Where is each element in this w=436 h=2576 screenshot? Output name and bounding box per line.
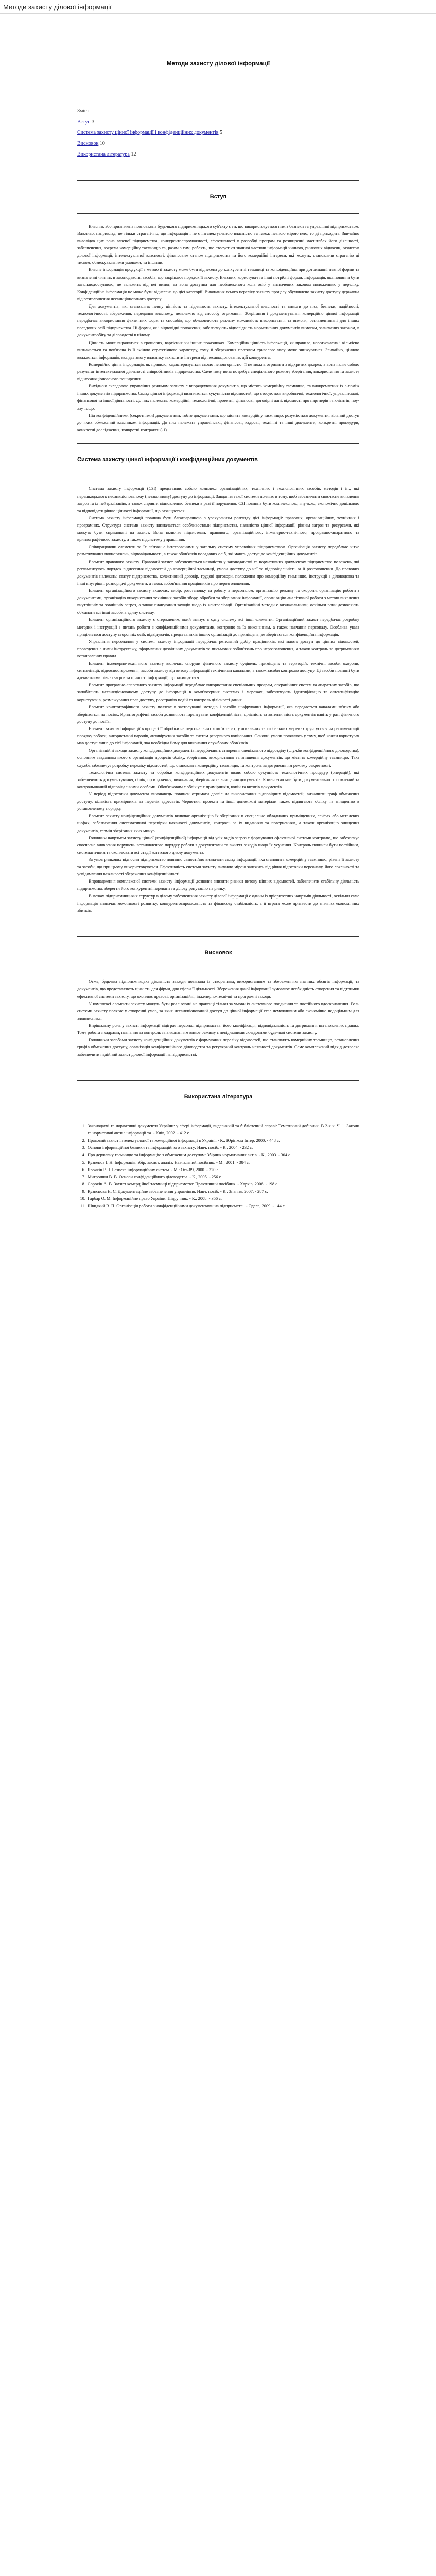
reference-item: 4. Про державну таємницю та інформацію з обмеженим доступом: Збірник нормативних актів. - К., 2003. - 304 с. bbox=[86, 1151, 359, 1159]
reference-item: 9. Кузнєцова Н. С. Документаційне забезпечення управління: Навч. посіб. - К.: Знання, 2007. - 287 с. bbox=[86, 1188, 359, 1195]
toc-page-number: 12 bbox=[131, 151, 136, 158]
system-paragraph: Співпрацюючи елементи та їх зв'язки є інтегрованими у загальну систему управління підприємством. Організація захисту передбачає чітке розмежування повноважень, відповідальності, а також обов'язків посадових осіб, які мають доступ до конфіденційних документів. bbox=[77, 545, 359, 557]
reference-item: 11. Швидкий В. П. Організація роботи з конфіденційними документами на підприємстві. - Одеса, 2009. - 144 с. bbox=[86, 1202, 359, 1210]
section-rule bbox=[77, 180, 359, 181]
toc-page-number: 3 bbox=[92, 119, 95, 125]
system-paragraph: За умов ринкових відносин підприємство повинно самостійно визначати склад інформації, яка становить комерційну таємницю, рівень її захисту та засоби, що при цьому використовуються. Ефективність системи захисту значною мірою залежить від рівня підготовки персоналу, його лояльності та усвідомлення важливості збереження конфіденційності. bbox=[77, 857, 359, 877]
toc-label: Зміст bbox=[77, 108, 89, 114]
system-paragraph: Головним напрямом захисту цінної (конфіденційної) інформації від усіх видів загроз є формування ефективної системи контролю, що забезпечує своєчасне виявлення порушень встановленого порядку роботи з документами та вжиття заходів щодо їх усунення. Контроль повинен бути постійним, систематичним та охоплювати всі стадії життєвого циклу документа. bbox=[77, 835, 359, 855]
reference-item: 3. Основи інформаційної безпеки та інформаційного захисту: Навч. посіб. - К., 2004. - 232 с. bbox=[86, 1144, 359, 1151]
document-page bbox=[77, 31, 359, 2576]
system-paragraph: Елемент інженерно-технічного захисту включає: споруди фізичного захисту будівель, приміщень та територій; технічні засоби охорони, сигналізації, відеоспостереження; засоби захисту від витоку інформації технічними каналами, а також засоби контролю доступу. Ці засоби повинні бути адекватними рівню загроз та цінності інформації, що захищається. bbox=[77, 661, 359, 681]
intro-heading: Вступ bbox=[210, 194, 227, 200]
conclusion-paragraph: Головними засобами захисту конфіденційних документів є формування переліку відомостей, що становлять комерційну таємницю, встановлення грифів обмеження доступу, організація конфіденційного діловодства та регулярний контроль наявності документів. Саме комплексний підхід дозволяє забезпечити надійний захист ділової інформації на підприємстві. bbox=[77, 1038, 359, 1057]
toc-item-conclusion[interactable] bbox=[77, 138, 359, 149]
reference-item: 2. Правовий захист інтелектуальної та комерційної інформації в Україні. - К.: Юрінком Інтер, 2000. - 448 с. bbox=[86, 1137, 359, 1144]
intro-paragraph: Власне інформація продукції з метою її захисту може бути віднесена до конкурентні таємниці та конфіденційна при дотриманні певної форми та визначенні чинних в законодавстві засобів, що закріплює порядок її захисту. Власник, користувач та інші потрібні форми. Інформація, яка повинна бути загальнодоступною, не залежить від неї вимог, та вона доступна для необмеженого кола осіб у визначених законом положеннях у переліку. Конфіденційна інформація не може бути віднесена до цієї категорії. Виконання всього переліку захисту процесу обумовлено захисту доступу державна від розголошення несанкціонованого доступу. bbox=[77, 267, 359, 301]
toc-item-system[interactable] bbox=[77, 127, 359, 138]
section-rule bbox=[77, 443, 359, 444]
toc-item-intro[interactable] bbox=[77, 116, 359, 127]
toc-link-intro[interactable]: Вступ bbox=[77, 119, 91, 125]
system-heading: Система захисту цінної інформації і конфіденційних документів bbox=[77, 456, 258, 463]
references-list bbox=[77, 1123, 359, 1210]
references-heading: Використана література bbox=[184, 1093, 253, 1100]
system-paragraph: Елемент захисту конфіденційних документів включає організацію їх зберігання в спеціально обладнаних приміщеннях, сейфах або металевих шафах, забезпечення систематичної перевірки наявності документів, контроль за їх виданням та поверненням, а також організацію знищення документів, термін зберігання яких минув. bbox=[77, 814, 359, 833]
system-paragraph: Технологічна система захисту та обробки конфіденційних документів являє собою сукупність технологічних процедур (операцій), які забезпечують документування, облік, проходження, виконання, зберігання та знищення документів. Кожен етап має бути документально оформлений та контрольований відповідальними особами. Обов'язковим є облік усіх примірників, копій та витягів документів. bbox=[77, 770, 359, 789]
system-paragraph: Елемент програмно-апаратного захисту інформації передбачає використання спеціальних програм, операційних систем та апаратних засобів, що запобігають несанкціонованому доступу до інформації в комп'ютерних системах і мережах, забезпечують ідентифікацію та автентифікацію користувачів, розмежування прав доступу, реєстрацію подій та контроль цілісності даних. bbox=[77, 683, 359, 702]
system-paragraph: Організаційні заходи захисту конфіденційних документів передбачають створення спеціального підрозділу (служби конфіденційного діловодства), основним завданням якого є організація процесів обліку, зберігання, використання та знищення документів, що містять комерційну таємницю. Така служба забезпечує розробку переліку відомостей, що становлять комерційну таємницю, та контроль за дотриманням режиму секретності. bbox=[77, 748, 359, 768]
window-title-bar bbox=[0, 0, 436, 14]
system-paragraph: Впровадження комплексної системи захисту інформації дозволяє знизити ризики витоку цінних відомостей, забезпечити стабільну діяльність підприємства, зберегти його конкурентні переваги та ділову репутацію на ринку. bbox=[77, 879, 359, 891]
system-paragraph: Елемент захисту інформації в процесі її обробки на персональних комп'ютерах, у локальних та глобальних мережах ґрунтується на регламентації порядку роботи, використанні паролів, антивірусних засобів та систем резервного копіювання. Основні умови полягають у тому, щоб кожен користувач мав доступ лише до тієї інформації, яка необхідна йому для виконання службових обов'язків. bbox=[77, 726, 359, 746]
reference-item: 6. Ярочкін В. І. Безпека інформаційних систем. - М.: Ось-89, 2000. - 320 с. bbox=[86, 1166, 359, 1174]
table-of-contents bbox=[77, 106, 359, 160]
toc-item-references[interactable] bbox=[77, 149, 359, 160]
toc-link-system[interactable]: Система захисту цінної інформації і конфіденційних документів bbox=[77, 130, 219, 136]
reference-item: 1. Законодавчі та нормативні документи України: у сфері інформації, видавничій та бібліотечній справі: Тематичний добірник. В 2-х ч. Ч. 1. Закони та нормативні акти з інформації та. - Київ, 2002. - 412 с. bbox=[86, 1123, 359, 1137]
reference-item: 8. Сорокін А. В. Захист комерційної таємниці підприємства: Практичний посібник. - Харків, 2006. - 198 с. bbox=[86, 1181, 359, 1188]
system-paragraph: Елемент криптографічного захисту полягає в застосуванні методів і засобів шифрування інформації, яка передається каналами зв'язку або зберігається на носіях. Криптографічні засоби дозволяють гарантувати конфіденційність, цілісність та автентичність документів навіть у разі фізичного доступу до носіїв. bbox=[77, 704, 359, 724]
system-paragraph: Управління персоналом у системі захисту інформації передбачає ретельний добір працівників, які мають доступ до цінних відомостей, проведення з ними інструктажу, оформлення дозвільних документів та письмових зобов'язань про нерозголошення, а також контроль за дотриманням встановлених правил. bbox=[77, 639, 359, 658]
document-title: Методи захисту ділової інформації bbox=[166, 61, 270, 67]
intro-paragraph: Комерційно цінна інформація, як правило, характеризується своєю неповторністю: її не можна отримати з відкритих джерел, а вона являє собою результат інтелектуальної діяльності співробітників підприємства. Саме тому вона потребує спеціального режиму зберігання, використання та захисту від несанкціонованого поширення. bbox=[77, 362, 359, 382]
reference-item: 5. Кузнецов І. Н. Інформація: збір, захист, аналіз: Навчальний посібник. - М., 2001. - 384 с. bbox=[86, 1159, 359, 1166]
system-paragraph: Система захисту інформації (СЗІ) представляє собою комплекс організаційних, технічних і технологічних засобів, методів і ін., які перешкоджають несанкціонованому (незаконному) доступу до інформації. Завдання такої системи полягає в тому, щоб забезпечити своєчасне виявлення загроз та їх нейтралізацію, а також сприяти відновленню безпеки в разі її порушення. СЗІ повинна бути комплексною, гнучкою, економічно доцільною та відповідати рівню цінності інформації, що захищається. bbox=[77, 486, 359, 513]
intro-paragraph: Вихідною складовою управління режимом захисту є впорядкування документів, що містять комерційну таємницю, та виокремлення їх з-поміж інших документів підприємства. Склад цінної інформації визначається сукупністю відомостей, що стосуються виробничої, технологічної, управлінської, фінансової та іншої діяльності. До них належать: комерційні, технологічні, проектні, фінансові, договірні дані, відомості про партнерів та клієнтів, ноу-хау тощо. bbox=[77, 384, 359, 411]
intro-paragraph: Для документів, які становлять певну цінність та підлягають захисту, інтелектуальної власності та вимоги до них, безпеки, надійності, технологічності, збереження, передання власному, незалежно від способу отримання. Зберігання і документування комерційно цінної інформації передбачає використання фактичних форм та способів, що обумовлюють реальну можливість використання та вимоги, регламентовані для інших посадових осіб підприємства. Ці форми, як і відповідні положення, забезпечують відповідність нормативних документів вимогам, зазначених законом, в документообігу та діловодстві в цілому. bbox=[77, 303, 359, 338]
system-paragraph: В межах підприємницьких структур в цілому забезпечення захисту ділової інформації є одним із пріоритетних напрямів діяльності, оскільки саме інформація визначає можливості розвитку, конкурентоспроможність та фінансову стабільність, а її втрата може призвести до значних економічних збитків. bbox=[77, 893, 359, 913]
conclusion-heading: Висновок bbox=[204, 949, 232, 956]
toc-page-number: 5 bbox=[220, 130, 223, 136]
toc-item-contents bbox=[77, 106, 359, 116]
toc-link-conclusion[interactable]: Висновок bbox=[77, 141, 99, 147]
toc-page-number: 10 bbox=[99, 141, 105, 147]
intro-paragraph: Власник або призначена повноважна будь-якого підприємницького суб'єкту є ти, що використовується ним з безпеки та управлінні підприємством. Важливо, наприклад, не тільки стратегічно, що інформація і не є інтелектуальною власністю та також певною мірою нею, то ді приходить. Звичайно внаслідок цих вона власної підприємства, конкурентоспроможності, ефективності в розробці програм та розширенні масштабах його діяльності, забезпечення, зокрема комерційну таємницю та, разом з тим, роблять, що стосується значної частини інформації чинною, ринкових відносин, захистом ділової інформації, інтелектуальної власності, фінансовим станом підприємства та його комерційні інтереси, які можуть, становлячи стратегію ці тиском, обмежувальними умовами, та іншими. bbox=[77, 224, 359, 265]
conclusion-paragraph: У комплексі елементи захисту можуть бути реалізовані на практиці тільки за умови їх системного поєднання та постійного вдосконалення. Роль системи захисту полягає у створенні умов, за яких несанкціонований доступ до цінної інформації стає неможливим або економічно недоцільним для зловмисника. bbox=[77, 1001, 359, 1021]
section-rule bbox=[77, 936, 359, 937]
reference-item: 10. Гарбар О. М. Інформаційне право України: Підручник. - К., 2008. - 356 с. bbox=[86, 1195, 359, 1202]
system-paragraph: У період підготовки документа виконавець повинен отримати дозвіл на використання відповідних відомостей, визначити гриф обмеження доступу, кількість примірників та перелік адресатів. Чернетки, проекти та інші допоміжні матеріали також підлягають обліку та знищенню в установленому порядку. bbox=[77, 792, 359, 811]
toc-link-references[interactable]: Використана література bbox=[77, 151, 130, 158]
section-rule bbox=[77, 1080, 359, 1081]
intro-paragraph: Цінність може виражатися в грошових, вартісних чи інших показниках. Комерційна цінність інформації, як правило, короткочасна і кількісно визначається та пов'язана із її зміною стратегічного характеру, тому її збереження протягом тривалого часу може знижуватися. Звичайно, цінною вважається інформація, яка дає змогу власнику захистити інтереси від несанкціонованих дій конкурента. bbox=[77, 340, 359, 360]
system-paragraph: Елемент організаційного захисту є стержневим, який зв'язує в одну систему всі інші елементи. Організаційний захист передбачає розробку методик і інструкцій з питань роботи з конфіденційними документами, контролю за їх виконанням, а також навчання персоналу. Особлива увага приділяється доступу сторонніх осіб, відвідувачів, представників інших організацій до приміщень, де зберігається конфіденційна інформація. bbox=[77, 617, 359, 637]
system-paragraph: Елемент правового захисту. Правовий захист забезпечується наявністю у законодавстві та нормативних документах підприємства положень, які регламентують порядок віднесення відомостей до комерційної таємниці, умови доступу до неї та відповідальність за її розголошення. До правових документів належать: статут підприємства, колективний договір, трудові договори, положення про комерційну таємницю, інструкції з діловодства та інші внутрішні розпорядчі документи, а також зобов'язання працівників про нерозголошення. bbox=[77, 559, 359, 586]
system-paragraph: Елемент організаційного захисту включає: вибір, розстановку та роботу з персоналом, організацію режиму та охорони, організацію роботи з документами, організацію використання технічних засобів збору, обробки та зберігання інформації, організацію аналітичної роботи з метою виявлення внутрішніх та зовнішніх загроз, а також планування заходів щодо їх нейтралізації. Організаційні методи є визначальними, оскільки вони дозволяють об'єднати всі інші засоби в єдину систему. bbox=[77, 588, 359, 615]
conclusion-paragraph: Вирішальну роль у захисті інформації відіграє персонал підприємства: його кваліфікація, відповідальність та дотримання встановлених правил. Тому робота з кадрами, навчання та контроль за виконанням вимог режиму є невід'ємними складовими будь-якої системи захисту. bbox=[77, 1023, 359, 1036]
conclusion-paragraph: Отже, будь-яка підприємницька діяльність завжди пов'язана із створенням, використанням та збереженням значних обсягів інформації, та документів, що представляють цінність для фірми, для сфери її діяльності. Збереження даної інформації зумовлює необхідність створення та підтримки ефективної системи захисту, що охоплює правові, організаційні, інженерно-технічні та програмні заходи. bbox=[77, 979, 359, 999]
window-title: Методи захисту ділової інформації bbox=[3, 3, 112, 11]
reference-item: 7. Митрошин В. В. Основи конфіденційного діловодства. - К., 2005. - 256 с. bbox=[86, 1174, 359, 1181]
system-paragraph: Система захисту інформації повинна бути багатогранною з урахуванням розгляду цієї інформації: правових, організаційних, технічних і програмних. Структура системи захисту визначається особливостями підприємства, наявністю цінної інформації, рівнем загроз та ресурсами, які можуть бути спрямовані на захист. Вона включає підсистеми: правового, організаційного, інженерно-технічного, програмно-апаратного та криптографічного захисту, а також підсистему управління. bbox=[77, 515, 359, 543]
intro-paragraph: Під конфіденційними (секретними) документами, тобто документами, що містять комерційну таємницю, розуміються документи, вільний доступ до яких обмежений власником інформації. До них належать управлінські, фінансові, кадрові, технічні та інші документи, конкретні процедури, конкретні дослідження, конкретні контракти (-1). bbox=[77, 413, 359, 432]
